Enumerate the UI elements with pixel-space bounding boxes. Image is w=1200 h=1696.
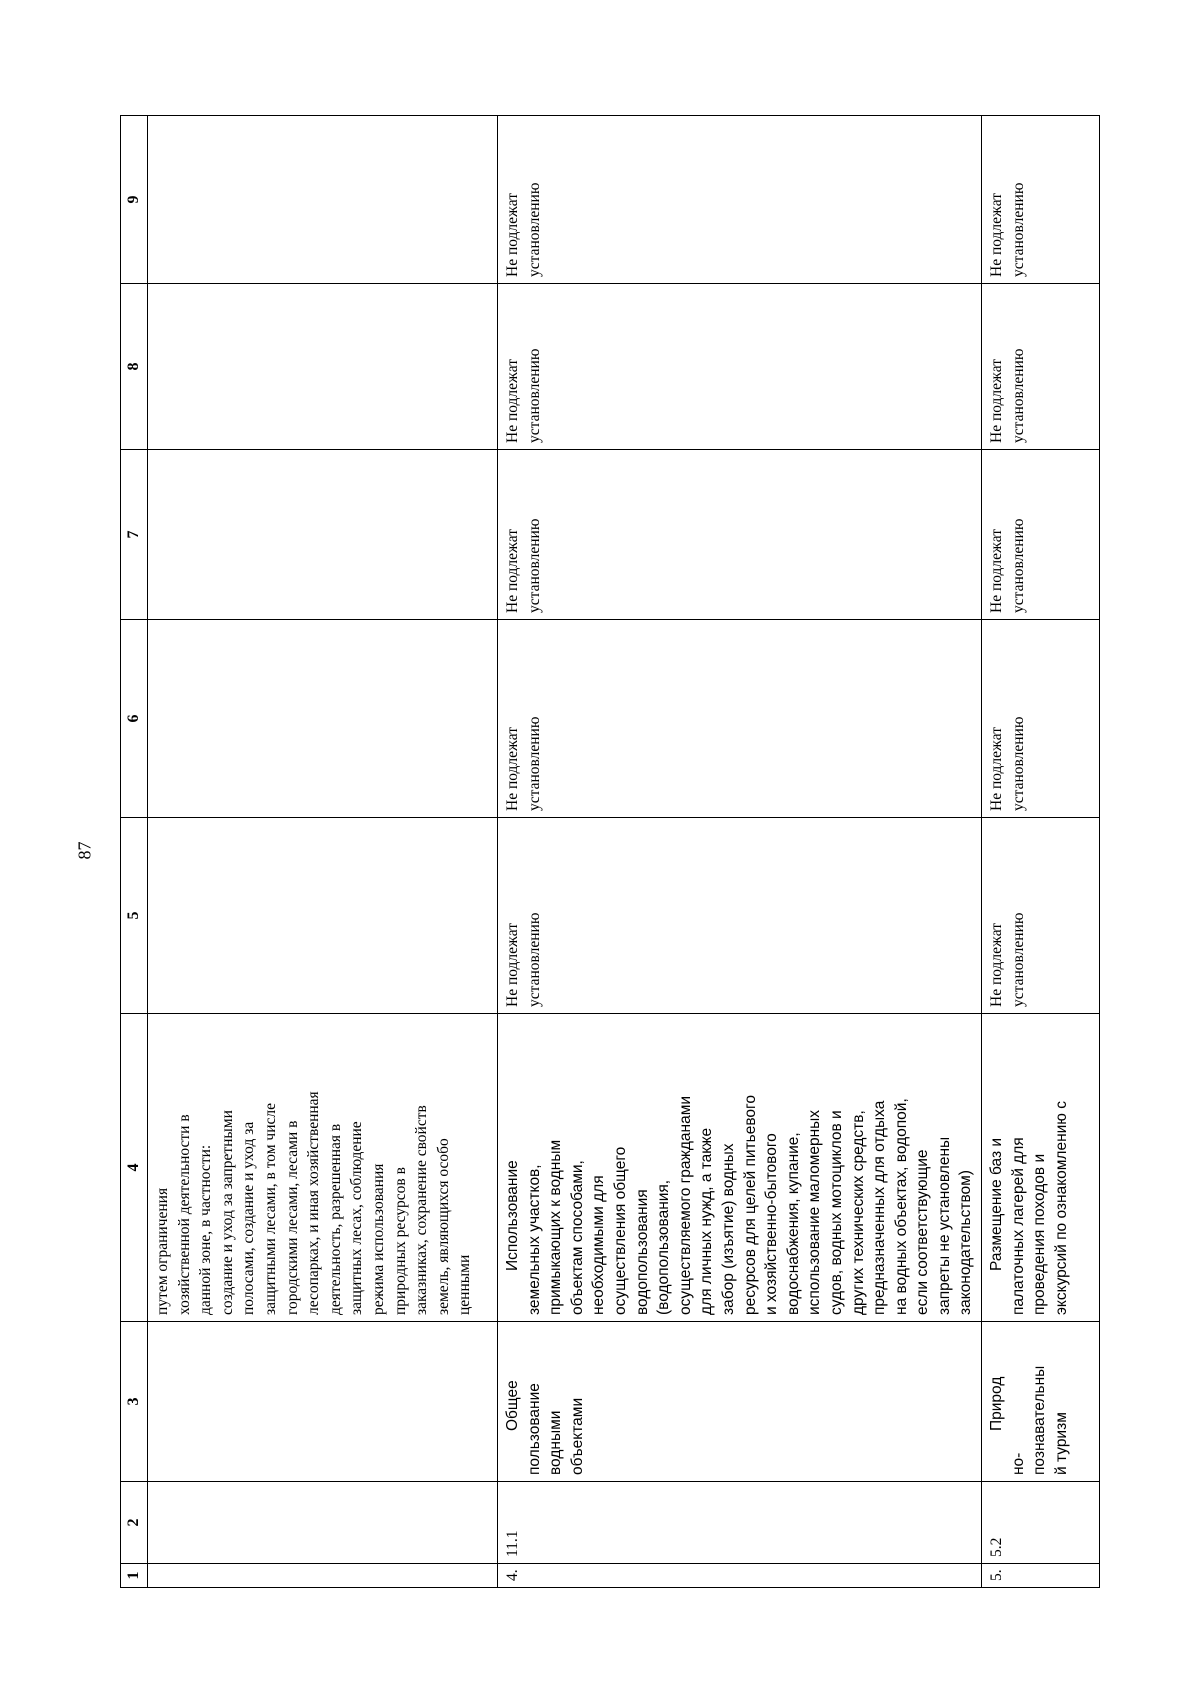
header-row [121, 116, 148, 1588]
table-row [982, 116, 1100, 1588]
description-text: Размещение баз и палаточных лагерей для проведения походов и экскурсий по ознакомлению с [988, 1101, 1070, 1315]
column-header: 3 [121, 1322, 148, 1482]
cell-use-name [982, 1322, 1100, 1482]
land-use-table [120, 115, 1100, 1588]
cell-param: Не подлежат установлению [498, 620, 982, 818]
column-header: 7 [121, 450, 148, 620]
column-header: 9 [121, 116, 148, 284]
cell-use-name [148, 1322, 498, 1482]
cell-description: путем ограничения хозяйственной деятельности в данной зоне, в частности: создание и уход за запретными полосами, создание и уход за защитными лесами, в том числе городскими лесами, лесами в лесопарках, и иная хозяйственная деятельность, разрешенная в защитных лесах, соблюдение режима использования природных ресурсов в заказниках, сохранение свойств земель, являющихся особо ценными [148, 1014, 498, 1322]
cell-param: Не подлежат установлению [498, 450, 982, 620]
column-header: 5 [121, 818, 148, 1014]
cell-number: 5. [982, 1564, 1100, 1588]
cell-param: Не подлежат установлению [982, 284, 1100, 450]
table-row [148, 116, 498, 1588]
cell-number: 4. [498, 1564, 982, 1588]
cell-param [148, 620, 498, 818]
cell-param: Не подлежат установлению [498, 284, 982, 450]
cell-param: Не подлежат установлению [982, 818, 1100, 1014]
cell-param: Не подлежат установлению [982, 450, 1100, 620]
column-header: 2 [121, 1482, 148, 1564]
page-number: 87 [74, 841, 95, 860]
cell-param: Не подлежат установлению [982, 116, 1100, 284]
column-header: 1 [121, 1564, 148, 1588]
cell-param [148, 450, 498, 620]
cell-code [148, 1482, 498, 1564]
cell-param: Не подлежат установлению [498, 818, 982, 1014]
cell-param: Не подлежат установлению [982, 620, 1100, 818]
rotated-table-wrapper [120, 116, 1100, 1588]
table-row [498, 116, 982, 1588]
cell-param: Не подлежат установлению [498, 116, 982, 284]
cell-use-name [498, 1322, 982, 1482]
cell-param [148, 116, 498, 284]
cell-param [148, 284, 498, 450]
cell-code: 5.2 [982, 1482, 1100, 1564]
description-text: Использование земельных участков, примыкающих к водным объектам способами, необходимыми для осуществления общего водопользования (водопользования, осуществляемого гражданами для личных нужд, а также забор (изъятие) водных ресурсов для целей питьевого и хозяйственно-бытового водоснабжения, купание, использование маломерных судов, водных мотоциклов и других технических средств, предназначенных для отдыха на водных объектах, водопой, если соответствующие запреты не установлены законодательством) [504, 1095, 975, 1315]
use-name-text: Природ но- познавательны й туризм [988, 1365, 1070, 1475]
cell-param [148, 818, 498, 1014]
column-header: 6 [121, 620, 148, 818]
cell-description [982, 1014, 1100, 1322]
column-header: 4 [121, 1014, 148, 1322]
use-name-text: Общее пользование водными объектами [504, 1380, 586, 1475]
column-header: 8 [121, 284, 148, 450]
cell-description [498, 1014, 982, 1322]
cell-number [148, 1564, 498, 1588]
cell-code: 11.1 [498, 1482, 982, 1564]
